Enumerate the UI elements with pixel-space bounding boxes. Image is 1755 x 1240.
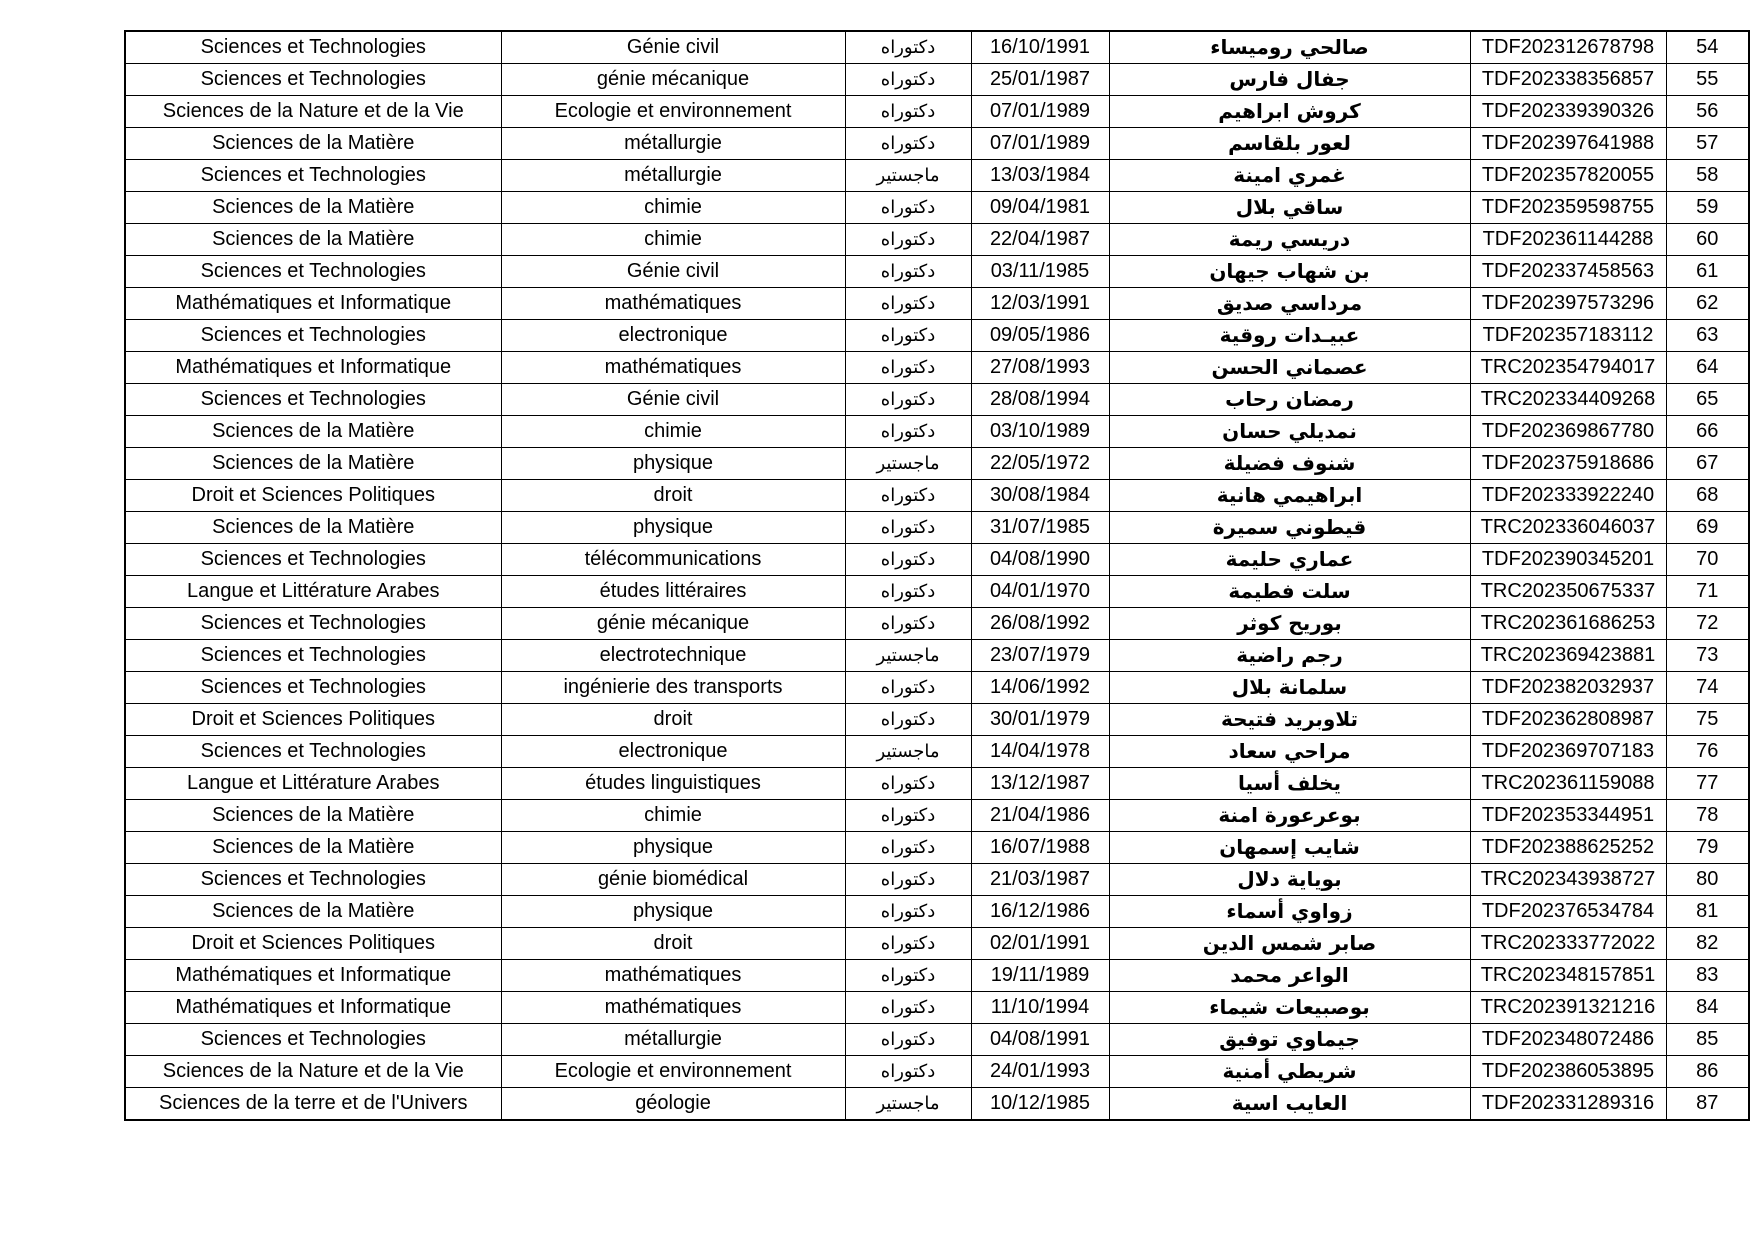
cell-reference: TDF202359598755 [1470, 192, 1666, 224]
table-body [125, 31, 1749, 1120]
cell-number: 59 [1666, 192, 1749, 224]
cell-domain: Sciences et Technologies [125, 256, 501, 288]
cell-name: جيماوي توفيق [1109, 1024, 1470, 1056]
cell-reference: TDF202390345201 [1470, 544, 1666, 576]
cell-reference: TRC202348157851 [1470, 960, 1666, 992]
cell-domain: Sciences et Technologies [125, 864, 501, 896]
cell-specialty: génie mécanique [501, 608, 845, 640]
cell-name: عصماني الحسن [1109, 352, 1470, 384]
cell-number: 87 [1666, 1088, 1749, 1121]
cell-birth-date: 22/05/1972 [971, 448, 1109, 480]
cell-name: صالحي روميساء [1109, 31, 1470, 64]
cell-name: شريطي أمنية [1109, 1056, 1470, 1088]
cell-specialty: electrotechnique [501, 640, 845, 672]
cell-specialty: droit [501, 704, 845, 736]
cell-reference: TRC202391321216 [1470, 992, 1666, 1024]
cell-name: بوصبيعات شيماء [1109, 992, 1470, 1024]
cell-specialty: Ecologie et environnement [501, 1056, 845, 1088]
cell-number: 81 [1666, 896, 1749, 928]
cell-domain: Sciences et Technologies [125, 160, 501, 192]
cell-specialty: physique [501, 512, 845, 544]
cell-domain: Sciences et Technologies [125, 1024, 501, 1056]
cell-reference: TDF202339390326 [1470, 96, 1666, 128]
cell-reference: TDF202397573296 [1470, 288, 1666, 320]
cell-domain: Mathématiques et Informatique [125, 288, 501, 320]
cell-number: 56 [1666, 96, 1749, 128]
cell-specialty: métallurgie [501, 1024, 845, 1056]
cell-birth-date: 22/04/1987 [971, 224, 1109, 256]
cell-degree: ماجستير [845, 640, 971, 672]
cell-birth-date: 26/08/1992 [971, 608, 1109, 640]
cell-specialty: génie mécanique [501, 64, 845, 96]
table-row [125, 192, 1749, 224]
cell-domain: Sciences et Technologies [125, 608, 501, 640]
cell-domain: Langue et Littérature Arabes [125, 768, 501, 800]
cell-reference: TRC202361159088 [1470, 768, 1666, 800]
table-row [125, 320, 1749, 352]
cell-birth-date: 31/07/1985 [971, 512, 1109, 544]
cell-number: 85 [1666, 1024, 1749, 1056]
cell-birth-date: 11/10/1994 [971, 992, 1109, 1024]
table-row [125, 288, 1749, 320]
cell-degree: دكتوراه [845, 896, 971, 928]
cell-specialty: chimie [501, 192, 845, 224]
cell-degree: دكتوراه [845, 416, 971, 448]
cell-domain: Sciences et Technologies [125, 31, 501, 64]
cell-number: 65 [1666, 384, 1749, 416]
cell-domain: Mathématiques et Informatique [125, 992, 501, 1024]
table-row [125, 896, 1749, 928]
cell-number: 62 [1666, 288, 1749, 320]
table-row [125, 1056, 1749, 1088]
cell-birth-date: 28/08/1994 [971, 384, 1109, 416]
cell-name: شنوف فضيلة [1109, 448, 1470, 480]
cell-domain: Sciences de la Matière [125, 128, 501, 160]
cell-number: 83 [1666, 960, 1749, 992]
cell-birth-date: 07/01/1989 [971, 128, 1109, 160]
cell-degree: دكتوراه [845, 928, 971, 960]
cell-domain: Droit et Sciences Politiques [125, 480, 501, 512]
cell-specialty: chimie [501, 416, 845, 448]
cell-number: 79 [1666, 832, 1749, 864]
cell-birth-date: 16/12/1986 [971, 896, 1109, 928]
table-row [125, 608, 1749, 640]
cell-domain: Sciences et Technologies [125, 672, 501, 704]
cell-reference: TDF202338356857 [1470, 64, 1666, 96]
cell-specialty: physique [501, 832, 845, 864]
cell-degree: دكتوراه [845, 192, 971, 224]
cell-specialty: études littéraires [501, 576, 845, 608]
cell-specialty: études linguistiques [501, 768, 845, 800]
cell-specialty: génie biomédical [501, 864, 845, 896]
cell-number: 58 [1666, 160, 1749, 192]
cell-specialty: métallurgie [501, 160, 845, 192]
cell-name: غمري امينة [1109, 160, 1470, 192]
cell-reference: TDF202348072486 [1470, 1024, 1666, 1056]
cell-birth-date: 04/08/1990 [971, 544, 1109, 576]
cell-number: 68 [1666, 480, 1749, 512]
cell-specialty: mathématiques [501, 960, 845, 992]
cell-birth-date: 03/11/1985 [971, 256, 1109, 288]
cell-number: 54 [1666, 31, 1749, 64]
cell-domain: Sciences et Technologies [125, 64, 501, 96]
cell-birth-date: 04/01/1970 [971, 576, 1109, 608]
cell-specialty: chimie [501, 800, 845, 832]
cell-reference: TDF202361144288 [1470, 224, 1666, 256]
cell-number: 70 [1666, 544, 1749, 576]
cell-reference: TDF202357820055 [1470, 160, 1666, 192]
cell-number: 57 [1666, 128, 1749, 160]
cell-name: رمضان رحاب [1109, 384, 1470, 416]
cell-number: 76 [1666, 736, 1749, 768]
cell-specialty: mathématiques [501, 352, 845, 384]
table-row [125, 512, 1749, 544]
cell-name: عبيـدات روقية [1109, 320, 1470, 352]
cell-reference: TRC202334409268 [1470, 384, 1666, 416]
cell-reference: TDF202357183112 [1470, 320, 1666, 352]
cell-number: 73 [1666, 640, 1749, 672]
cell-birth-date: 14/04/1978 [971, 736, 1109, 768]
cell-birth-date: 14/06/1992 [971, 672, 1109, 704]
cell-degree: دكتوراه [845, 864, 971, 896]
cell-specialty: Génie civil [501, 256, 845, 288]
cell-name: سلمانة بلال [1109, 672, 1470, 704]
cell-birth-date: 30/08/1984 [971, 480, 1109, 512]
cell-number: 80 [1666, 864, 1749, 896]
cell-reference: TDF202382032937 [1470, 672, 1666, 704]
cell-domain: Mathématiques et Informatique [125, 352, 501, 384]
cell-degree: دكتوراه [845, 1024, 971, 1056]
cell-name: بن شهاب جيهان [1109, 256, 1470, 288]
cell-reference: TRC202354794017 [1470, 352, 1666, 384]
table-row [125, 384, 1749, 416]
table-row [125, 416, 1749, 448]
table-row [125, 704, 1749, 736]
cell-number: 71 [1666, 576, 1749, 608]
cell-specialty: electronique [501, 320, 845, 352]
cell-domain: Sciences de la Matière [125, 192, 501, 224]
cell-reference: TRC202336046037 [1470, 512, 1666, 544]
cell-domain: Droit et Sciences Politiques [125, 704, 501, 736]
table-row [125, 640, 1749, 672]
table-row [125, 1024, 1749, 1056]
cell-birth-date: 21/04/1986 [971, 800, 1109, 832]
cell-name: زواوي أسماء [1109, 896, 1470, 928]
cell-name: لعور بلقاسم [1109, 128, 1470, 160]
cell-degree: دكتوراه [845, 800, 971, 832]
cell-specialty: physique [501, 896, 845, 928]
cell-degree: ماجستير [845, 160, 971, 192]
cell-domain: Sciences et Technologies [125, 544, 501, 576]
cell-name: كروش ابراهيم [1109, 96, 1470, 128]
cell-number: 82 [1666, 928, 1749, 960]
cell-number: 77 [1666, 768, 1749, 800]
cell-reference: TDF202375918686 [1470, 448, 1666, 480]
cell-domain: Sciences de la Matière [125, 224, 501, 256]
cell-specialty: Génie civil [501, 31, 845, 64]
table-row [125, 480, 1749, 512]
cell-name: جفال فارس [1109, 64, 1470, 96]
table-row [125, 96, 1749, 128]
cell-domain: Sciences de la Nature et de la Vie [125, 96, 501, 128]
cell-birth-date: 27/08/1993 [971, 352, 1109, 384]
table-row [125, 960, 1749, 992]
cell-domain: Sciences de la Matière [125, 896, 501, 928]
cell-birth-date: 21/03/1987 [971, 864, 1109, 896]
cell-birth-date: 09/05/1986 [971, 320, 1109, 352]
cell-reference: TDF202353344951 [1470, 800, 1666, 832]
cell-reference: TRC202343938727 [1470, 864, 1666, 896]
cell-degree: ماجستير [845, 1088, 971, 1121]
cell-degree: دكتوراه [845, 96, 971, 128]
cell-birth-date: 19/11/1989 [971, 960, 1109, 992]
table-row [125, 64, 1749, 96]
table-row [125, 576, 1749, 608]
cell-degree: دكتوراه [845, 480, 971, 512]
cell-number: 64 [1666, 352, 1749, 384]
cell-number: 84 [1666, 992, 1749, 1024]
cell-specialty: télécommunications [501, 544, 845, 576]
cell-number: 66 [1666, 416, 1749, 448]
cell-specialty: Génie civil [501, 384, 845, 416]
cell-domain: Droit et Sciences Politiques [125, 928, 501, 960]
cell-number: 63 [1666, 320, 1749, 352]
cell-number: 74 [1666, 672, 1749, 704]
cell-degree: دكتوراه [845, 768, 971, 800]
table-row [125, 928, 1749, 960]
candidates-table [124, 30, 1750, 1121]
cell-name: نمديلي حسان [1109, 416, 1470, 448]
cell-reference: TDF202386053895 [1470, 1056, 1666, 1088]
table-row [125, 31, 1749, 64]
cell-name: عماري حليمة [1109, 544, 1470, 576]
cell-specialty: métallurgie [501, 128, 845, 160]
cell-domain: Sciences et Technologies [125, 320, 501, 352]
cell-name: تلاوبريد فتيحة [1109, 704, 1470, 736]
document-page [124, 30, 1748, 1121]
cell-degree: دكتوراه [845, 128, 971, 160]
cell-degree: دكتوراه [845, 544, 971, 576]
cell-number: 55 [1666, 64, 1749, 96]
cell-domain: Langue et Littérature Arabes [125, 576, 501, 608]
cell-reference: TRC202333772022 [1470, 928, 1666, 960]
table-row [125, 736, 1749, 768]
cell-reference: TDF202331289316 [1470, 1088, 1666, 1121]
cell-reference: TDF202397641988 [1470, 128, 1666, 160]
table-row [125, 672, 1749, 704]
cell-number: 61 [1666, 256, 1749, 288]
table-row [125, 352, 1749, 384]
cell-number: 60 [1666, 224, 1749, 256]
cell-birth-date: 07/01/1989 [971, 96, 1109, 128]
cell-specialty: physique [501, 448, 845, 480]
cell-degree: دكتوراه [845, 256, 971, 288]
cell-degree: دكتوراه [845, 832, 971, 864]
cell-birth-date: 30/01/1979 [971, 704, 1109, 736]
cell-name: صابر شمس الدين [1109, 928, 1470, 960]
cell-reference: TDF202312678798 [1470, 31, 1666, 64]
cell-birth-date: 13/12/1987 [971, 768, 1109, 800]
cell-reference: TDF202369867780 [1470, 416, 1666, 448]
cell-name: العايب اسية [1109, 1088, 1470, 1121]
cell-number: 78 [1666, 800, 1749, 832]
cell-name: الواعر محمد [1109, 960, 1470, 992]
cell-degree: دكتوراه [845, 576, 971, 608]
table-row [125, 256, 1749, 288]
cell-birth-date: 10/12/1985 [971, 1088, 1109, 1121]
cell-degree: دكتوراه [845, 288, 971, 320]
cell-name: سلت فطيمة [1109, 576, 1470, 608]
cell-reference: TDF202388625252 [1470, 832, 1666, 864]
table-row [125, 1088, 1749, 1121]
table-row [125, 128, 1749, 160]
cell-birth-date: 13/03/1984 [971, 160, 1109, 192]
cell-name: يخلف أسيا [1109, 768, 1470, 800]
cell-reference: TDF202369707183 [1470, 736, 1666, 768]
table-row [125, 544, 1749, 576]
cell-name: مراحي سعاد [1109, 736, 1470, 768]
cell-number: 67 [1666, 448, 1749, 480]
cell-specialty: electronique [501, 736, 845, 768]
cell-degree: دكتوراه [845, 1056, 971, 1088]
cell-degree: دكتوراه [845, 31, 971, 64]
cell-degree: دكتوراه [845, 224, 971, 256]
cell-name: ابراهيمي هانية [1109, 480, 1470, 512]
cell-specialty: mathématiques [501, 992, 845, 1024]
cell-name: مرداسي صديق [1109, 288, 1470, 320]
cell-specialty: droit [501, 480, 845, 512]
cell-degree: دكتوراه [845, 384, 971, 416]
cell-specialty: mathématiques [501, 288, 845, 320]
cell-domain: Sciences de la Nature et de la Vie [125, 1056, 501, 1088]
cell-domain: Mathématiques et Informatique [125, 960, 501, 992]
cell-degree: دكتوراه [845, 608, 971, 640]
cell-name: شايب إسمهان [1109, 832, 1470, 864]
cell-birth-date: 09/04/1981 [971, 192, 1109, 224]
cell-domain: Sciences de la Matière [125, 512, 501, 544]
cell-specialty: ingénierie des transports [501, 672, 845, 704]
cell-birth-date: 25/01/1987 [971, 64, 1109, 96]
cell-degree: دكتوراه [845, 992, 971, 1024]
cell-birth-date: 12/03/1991 [971, 288, 1109, 320]
table-row [125, 992, 1749, 1024]
cell-reference: TRC202350675337 [1470, 576, 1666, 608]
cell-degree: دكتوراه [845, 320, 971, 352]
table-row [125, 768, 1749, 800]
cell-specialty: Ecologie et environnement [501, 96, 845, 128]
cell-degree: دكتوراه [845, 960, 971, 992]
cell-domain: Sciences de la Matière [125, 448, 501, 480]
cell-domain: Sciences et Technologies [125, 640, 501, 672]
table-row [125, 864, 1749, 896]
cell-domain: Sciences de la Matière [125, 800, 501, 832]
cell-name: بوعرعورة امنة [1109, 800, 1470, 832]
cell-reference: TRC202369423881 [1470, 640, 1666, 672]
cell-reference: TRC202361686253 [1470, 608, 1666, 640]
cell-name: بوريح كوثر [1109, 608, 1470, 640]
cell-degree: دكتوراه [845, 704, 971, 736]
cell-birth-date: 02/01/1991 [971, 928, 1109, 960]
cell-reference: TDF202337458563 [1470, 256, 1666, 288]
cell-specialty: chimie [501, 224, 845, 256]
cell-name: قيطوني سميرة [1109, 512, 1470, 544]
cell-domain: Sciences et Technologies [125, 736, 501, 768]
cell-degree: ماجستير [845, 736, 971, 768]
cell-birth-date: 23/07/1979 [971, 640, 1109, 672]
table-row [125, 800, 1749, 832]
cell-birth-date: 16/10/1991 [971, 31, 1109, 64]
cell-birth-date: 16/07/1988 [971, 832, 1109, 864]
cell-specialty: droit [501, 928, 845, 960]
cell-degree: دكتوراه [845, 64, 971, 96]
cell-name: رجم راضية [1109, 640, 1470, 672]
cell-specialty: géologie [501, 1088, 845, 1121]
cell-degree: ماجستير [845, 448, 971, 480]
cell-name: بوياية دلال [1109, 864, 1470, 896]
cell-name: ساقي بلال [1109, 192, 1470, 224]
cell-birth-date: 24/01/1993 [971, 1056, 1109, 1088]
cell-degree: دكتوراه [845, 672, 971, 704]
cell-domain: Sciences de la Matière [125, 832, 501, 864]
cell-birth-date: 03/10/1989 [971, 416, 1109, 448]
cell-domain: Sciences de la Matière [125, 416, 501, 448]
cell-reference: TDF202333922240 [1470, 480, 1666, 512]
cell-reference: TDF202362808987 [1470, 704, 1666, 736]
cell-domain: Sciences de la terre et de l'Univers [125, 1088, 501, 1121]
cell-number: 86 [1666, 1056, 1749, 1088]
cell-domain: Sciences et Technologies [125, 384, 501, 416]
cell-number: 75 [1666, 704, 1749, 736]
cell-number: 69 [1666, 512, 1749, 544]
table-row [125, 448, 1749, 480]
table-row [125, 160, 1749, 192]
cell-reference: TDF202376534784 [1470, 896, 1666, 928]
cell-birth-date: 04/08/1991 [971, 1024, 1109, 1056]
table-row [125, 224, 1749, 256]
cell-degree: دكتوراه [845, 512, 971, 544]
cell-number: 72 [1666, 608, 1749, 640]
table-row [125, 832, 1749, 864]
cell-degree: دكتوراه [845, 352, 971, 384]
cell-name: دريسي ريمة [1109, 224, 1470, 256]
